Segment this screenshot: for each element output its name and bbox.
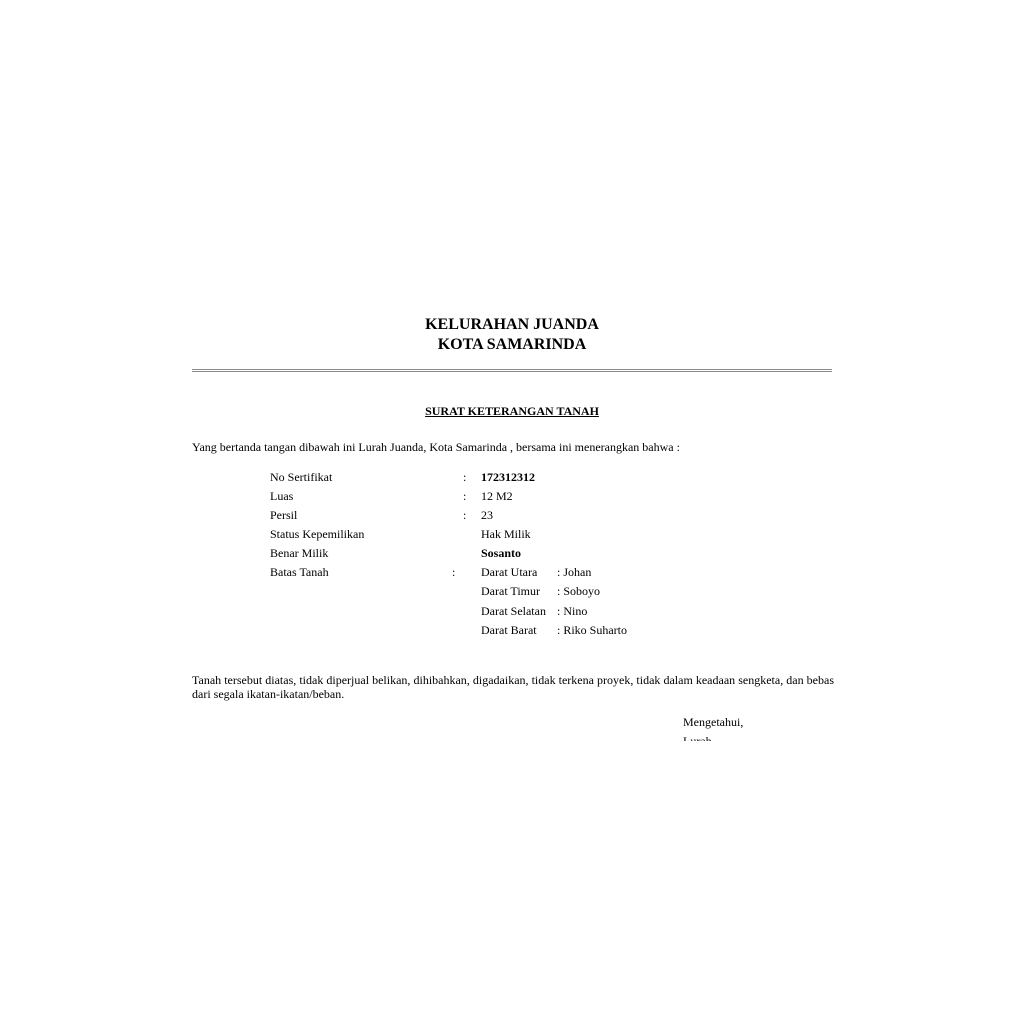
field-label-status: Status Kepemilikan [270,527,365,541]
boundary-direction: Darat Timur [481,584,541,598]
boundary-value: : Soboyo [557,584,601,598]
field-label-benar-milik: Benar Milik [270,546,329,560]
field-label-luas: Luas [270,489,294,503]
statement-paragraph: Tanah tersebut diatas, tidak diperjual belikan, dihibahkan, digadaikan, tidak terkena proyek, tidak dalam keadaan sengketa, dan bebas dari segala ikatan-ikatan/beban. [192,673,834,701]
field-value-no-sertifikat: 172312312 [481,470,535,484]
page-cutoff [0,741,1024,1024]
document-title: SURAT KETERANGAN TANAH [425,404,599,418]
boundary-direction: Darat Utara [481,565,538,579]
field-colon: : [463,489,467,503]
field-label-batas-tanah: Batas Tanah [270,565,329,579]
boundary-direction: Darat Barat [481,623,537,637]
boundary-direction: Darat Selatan [481,604,546,618]
field-value-benar-milik: Sosanto [481,546,522,560]
signature-heading: Mengetahui, [683,715,744,729]
header-line-2: KOTA SAMARINDA [437,336,587,353]
field-label-no-sertifikat: No Sertifikat [270,470,333,484]
boundary-value: : Johan [557,565,592,579]
header-line-1: KELURAHAN JUANDA [425,316,599,333]
field-value-luas: 12 M2 [481,489,513,503]
field-colon: : [463,508,467,522]
boundary-value: : Riko Suharto [557,623,628,637]
intro-text: Yang bertanda tangan dibawah ini Lurah Juanda, Kota Samarinda , bersama ini menerangkan bahwa : [192,440,680,454]
field-label-persil: Persil [270,508,298,522]
field-value-status: Hak Milik [481,527,531,541]
boundary-value: : Nino [557,604,588,618]
field-colon: : [463,470,467,484]
header-divider [192,369,832,372]
field-value-persil: 23 [481,508,493,522]
field-colon: : [452,565,456,579]
